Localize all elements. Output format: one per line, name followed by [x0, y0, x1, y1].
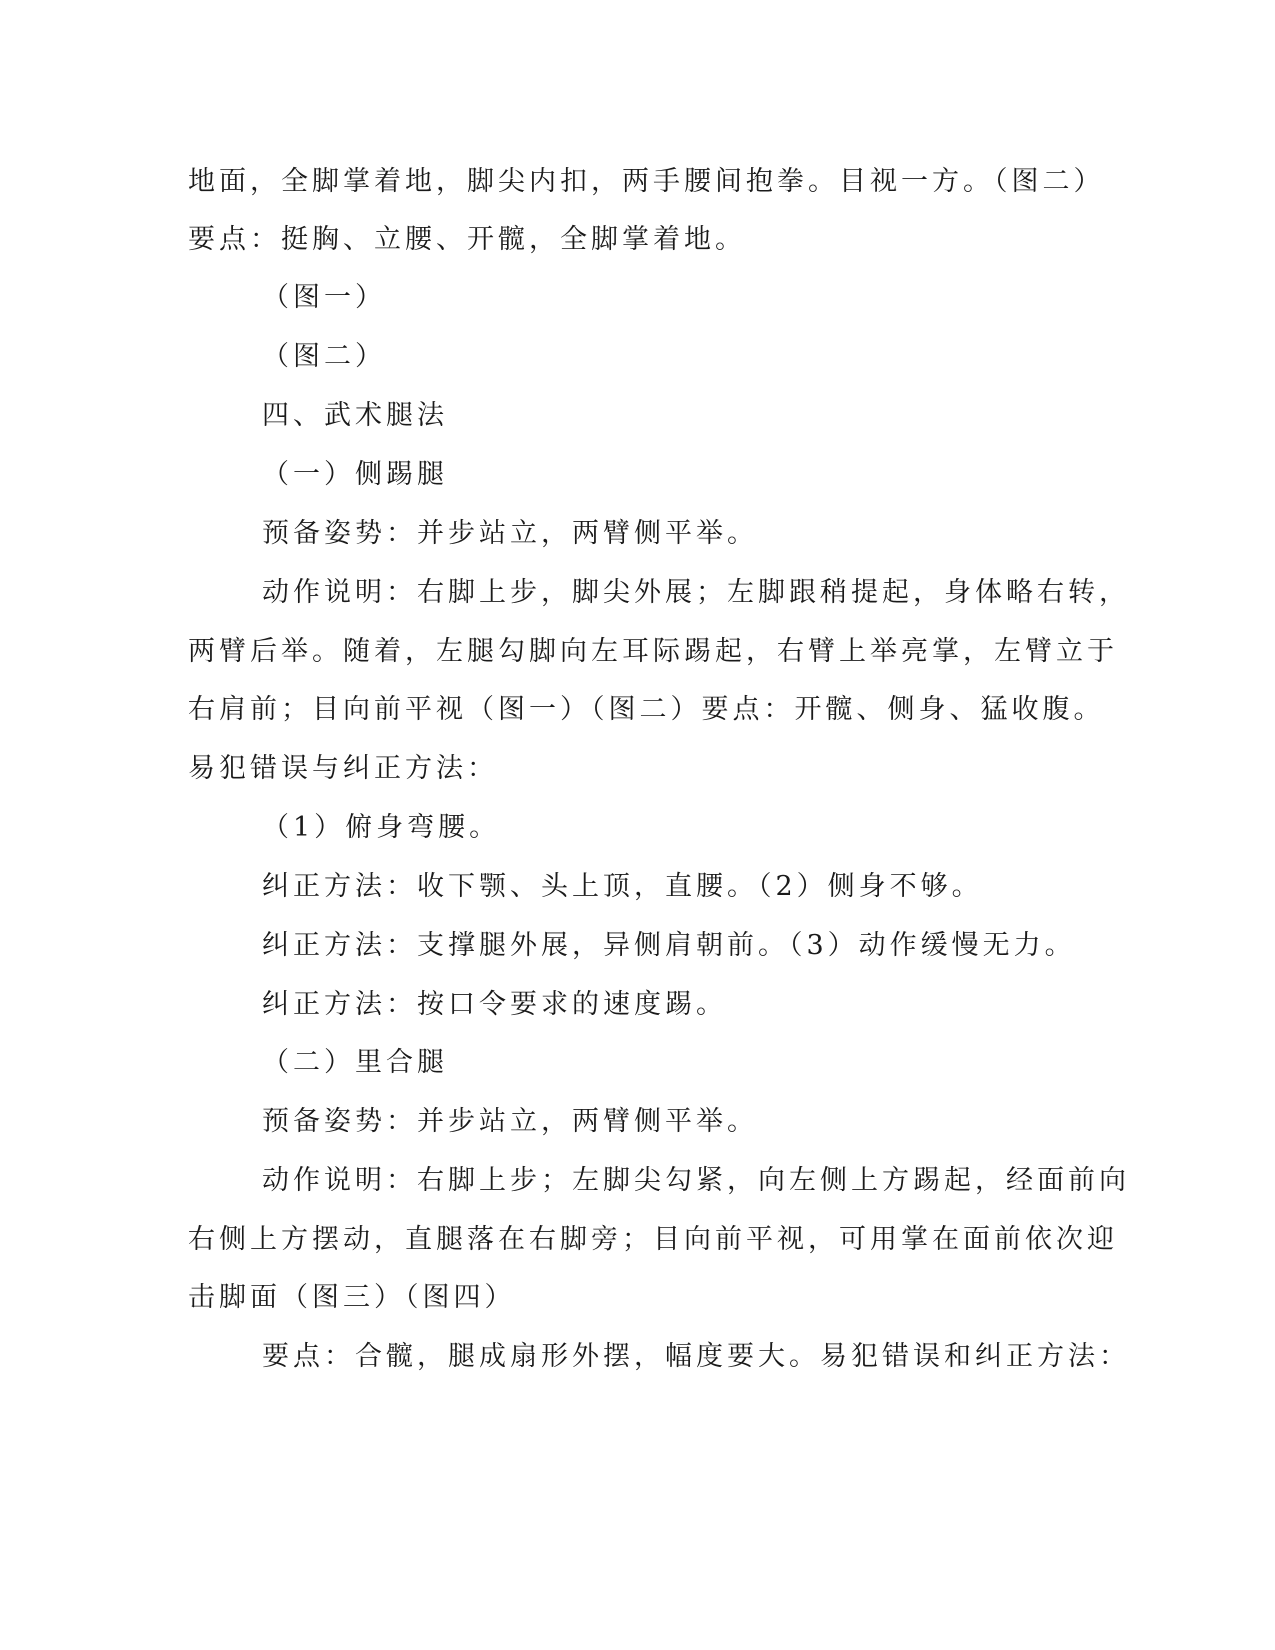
paragraph-line: 右侧上方摆动，直腿落在右脚旁；目向前平视，可用掌在面前依次迎: [188, 1224, 1118, 1255]
paragraph-line: 击脚面（图三）（图四）: [188, 1282, 516, 1313]
subsection-heading: （一）侧踢腿: [262, 459, 448, 490]
paragraph-line: 纠正方法：按口令要求的速度踢。: [262, 989, 727, 1020]
section-heading: 四、武术腿法: [262, 400, 448, 431]
paragraph-line: 要点：合髋，腿成扇形外摆，幅度要大。易犯错误和纠正方法：: [262, 1341, 1130, 1372]
figure-caption: （图一）: [262, 282, 386, 313]
list-item: （1）俯身弯腰。: [262, 812, 501, 843]
paragraph-line: 易犯错误与纠正方法：: [188, 753, 498, 784]
paragraph-line: 预备姿势：并步站立，两臂侧平举。: [262, 518, 758, 549]
paragraph-line: 右肩前；目向前平视（图一）（图二）要点：开髋、侧身、猛收腹。: [188, 694, 1105, 725]
paragraph-line: 地面，全脚掌着地，脚尖内扣，两手腰间抱拳。目视一方。（图二）: [188, 166, 1105, 197]
paragraph-line: 动作说明：右脚上步；左脚尖勾紧，向左侧上方踢起，经面前向: [262, 1165, 1130, 1196]
paragraph-line: 动作说明：右脚上步，脚尖外展；左脚跟稍提起，身体略右转，: [262, 577, 1130, 608]
figure-caption: （图二）: [262, 341, 386, 372]
paragraph-line: 纠正方法：收下颚、头上顶，直腰。（2）侧身不够。: [262, 871, 983, 902]
paragraph-line: 预备姿势：并步站立，两臂侧平举。: [262, 1106, 758, 1137]
paragraph-line: 两臂后举。随着，左腿勾脚向左耳际踢起，右臂上举亮掌，左臂立于: [188, 636, 1118, 667]
paragraph-line: 要点：挺胸、立腰、开髋，全脚掌着地。: [188, 224, 746, 255]
paragraph-line: 纠正方法：支撑腿外展，异侧肩朝前。（3）动作缓慢无力。: [262, 930, 1076, 961]
subsection-heading: （二）里合腿: [262, 1047, 448, 1078]
